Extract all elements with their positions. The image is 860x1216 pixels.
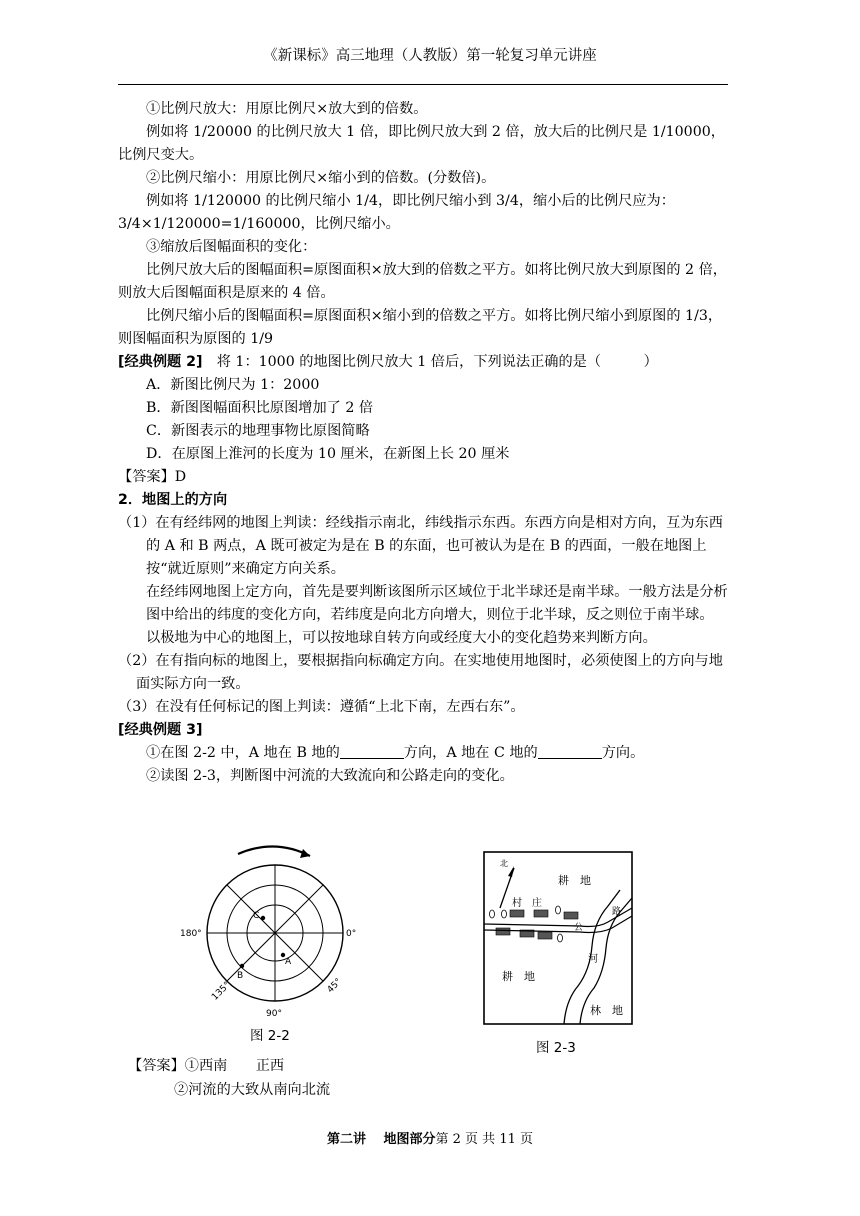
scale-enlarge-example: 例如将 1/20000 的比例尺放大 1 倍，即比例尺放大到 2 倍，放大后的比例尺是 1/10000，比例尺变大。 <box>118 124 725 163</box>
point-b <box>240 964 244 968</box>
figure-2-3-caption: 图 2-3 <box>536 1040 576 1056</box>
label-a: A <box>285 957 292 967</box>
road-label-1: 公 <box>574 923 584 933</box>
figure-2-3-map <box>480 850 636 1030</box>
example-3-q1-part-b: 方向，A 地在 C 地的 <box>403 745 538 761</box>
farmland-label-left: 耕 地 <box>502 970 535 983</box>
example-2-text: 将 1：1000 的地图比例尺放大 1 倍后，下列说法正确的是（ ） <box>202 354 658 370</box>
example-2-answer: 【答案】D <box>118 469 187 485</box>
example-3-label: [经典例题 3] <box>118 722 203 738</box>
direction-point-2: （2）在有指向标的地图上，要根据指向标确定方向。在实地使用地图时，必须使图上的方向与地面实际方向一致。 <box>118 653 723 692</box>
document-body <box>118 98 734 788</box>
label-c: C <box>253 911 260 921</box>
header-rule <box>118 84 728 85</box>
footer-section: 第二讲 地图部分 <box>326 1132 436 1147</box>
label-135: 135° <box>210 980 233 1003</box>
scale-reduce-rule: ②比例尺缩小：用原比例尺×缩小到的倍数。(分数倍)。 <box>146 170 496 186</box>
forest-label: 林 地 <box>590 1004 623 1017</box>
area-reduce-text: 比例尺缩小后的图幅面积=原图面积×缩小到的倍数之平方。如将比例尺缩小到原图的 1/3，则图幅面积为原图的 1/9 <box>118 308 723 347</box>
rotation-arrow-icon <box>238 846 310 856</box>
village-label: 村 庄 <box>512 898 542 909</box>
direction-point-1: （1）在有经纬网的地图上判读：经线指示南北，纬线指示东西。东西方向是相对方向，互为东西的 A 和 B 两点，A 既可被定为是在 B 的东面，也可被认为是在 B 的西面，一般在地图上按“就近原则”来确定方向关系。 <box>118 515 723 577</box>
example-3-question-1 <box>118 742 734 765</box>
figure-2-2-polar-grid <box>170 840 370 1020</box>
direction-point-1b: 在经纬网地图上定方向，首先是要判断该图所示区域位于北半球还是南半球。一般方法是分析图中给出的纬度的变化方向，若纬度是向北方向增大，则位于北半球，反之则位于南半球。 <box>146 584 728 623</box>
label-0: 0° <box>346 929 357 939</box>
scale-enlarge-rule: ①比例尺放大：用原比例尺×放大到的倍数。 <box>146 101 428 117</box>
answer-line-1: 【答案】①西南 正西 <box>128 1058 285 1074</box>
label-90: 90° <box>266 1009 282 1019</box>
village-house-3 <box>496 928 510 935</box>
example-2-option-c: C．新图表示的地理事物比原图简略 <box>146 423 370 439</box>
village-house-2 <box>534 910 548 917</box>
area-change-heading: ③缩放后图幅面积的变化： <box>146 239 317 255</box>
label-b: B <box>237 971 244 981</box>
figure-2-2-caption: 图 2-2 <box>250 1028 290 1044</box>
example-2-question <box>118 351 734 374</box>
page-footer <box>0 1128 860 1147</box>
label-45: 45° <box>325 976 344 996</box>
area-enlarge-text: 比例尺放大后的图幅面积=原图面积×放大到的倍数之平方。如将比例尺放大到原图的 2 倍，则放大后图幅面积是原来的 4 倍。 <box>118 262 727 301</box>
answer-line-2: ②河流的大致从南向北流 <box>174 1082 331 1098</box>
village-house-1 <box>510 910 524 917</box>
arrow-head-icon <box>300 849 310 858</box>
point-c <box>261 916 265 920</box>
answer-blank-2[interactable] <box>538 744 602 759</box>
example-3-q1-part-a: ①在图 2-2 中，A 地在 B 地的 <box>146 745 340 761</box>
direction-point-1c: 以极地为中心的地图上，可以按地球自转方向或经度大小的变化趋势来判断方向。 <box>146 630 657 646</box>
river-label: 河 <box>588 954 598 965</box>
section-2-title: 2．地图上的方向 <box>118 492 228 508</box>
example-3-q1-part-c: 方向。 <box>601 745 645 761</box>
page-header: 《新课标》高三地理（人教版）第一轮复习单元讲座 <box>263 48 597 64</box>
example-2-option-d: D．在原图上淮河的长度为 10 厘米，在新图上长 20 厘米 <box>146 446 510 462</box>
example-3-answer <box>128 1054 330 1102</box>
scale-reduce-example: 例如将 1/120000 的比例尺缩小 1/4，即比例尺缩小到 3/4，缩小后的比例尺应为：3/4×1/120000=1/160000，比例尺缩小。 <box>118 193 675 232</box>
example-2-option-b: B．新图图幅面积比原图增加了 2 倍 <box>146 400 374 416</box>
footer-page-number: 第 2 页 共 11 页 <box>435 1132 533 1147</box>
example-2-option-a: A．新图比例尺为 1：2000 <box>146 377 320 393</box>
example-3-question-2: ②读图 2-3，判断图中河流的大致流向和公路走向的变化。 <box>146 768 514 784</box>
answer-blank-1[interactable] <box>340 744 404 759</box>
label-180: 180° <box>180 929 202 939</box>
village-house-5 <box>538 932 552 939</box>
road-label-2: 路 <box>612 907 622 917</box>
village-house-6 <box>564 912 578 919</box>
direction-point-3: （3）在没有任何标记的图上判读：遵循“上北下南，左西右东”。 <box>118 699 525 715</box>
example-2-label: [经典例题 2] <box>118 354 203 370</box>
farmland-label-top: 耕 地 <box>558 874 591 887</box>
north-label: 北 <box>500 859 508 868</box>
